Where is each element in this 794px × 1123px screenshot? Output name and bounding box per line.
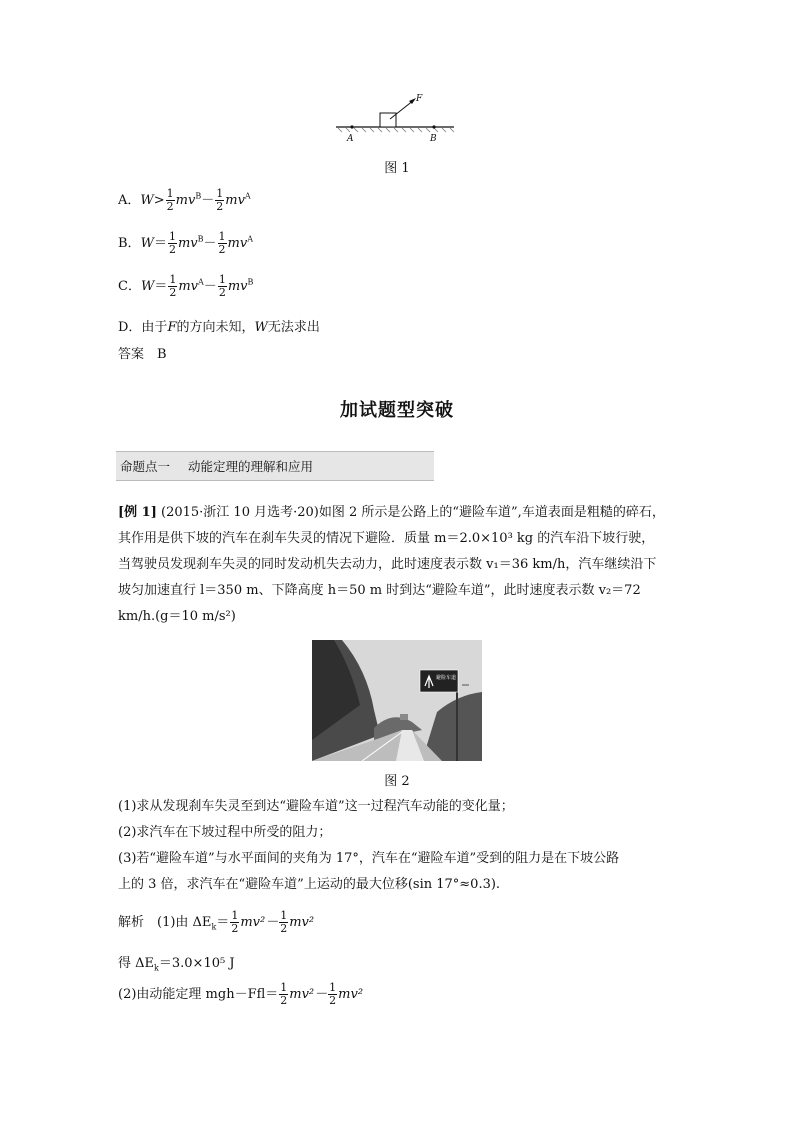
solution-prefix: 得 ΔE — [118, 956, 155, 971]
figure-1 — [330, 94, 460, 150]
var-w: W — [140, 193, 154, 208]
term-sup: A — [247, 234, 253, 244]
force-arrow — [390, 100, 414, 119]
frac-den: 2 — [168, 243, 176, 256]
fraction — [168, 274, 177, 299]
term: mv²－ — [289, 987, 328, 1002]
fraction — [166, 188, 175, 213]
term: mv² — [338, 987, 364, 1002]
var-f: F — [167, 320, 177, 335]
frac-den: 2 — [218, 286, 226, 299]
option-b-prefix: B． — [118, 236, 141, 251]
minus: － — [201, 193, 215, 208]
frac-num: 1 — [169, 273, 177, 286]
example-line-5: km/h.(g＝10 m/s²) — [118, 609, 236, 624]
option-c-prefix: C． — [118, 279, 141, 294]
force-label: F — [416, 94, 423, 104]
question-3-line-2: 上的 3 倍，求汽车在“避险车道”上运动的最大位移(sin 17°≈0.3). — [118, 877, 501, 892]
frac-num: 1 — [280, 981, 288, 994]
figure-1-caption: 图 1 — [384, 161, 410, 176]
subscript: k — [211, 922, 217, 932]
option-a-prefix: A． — [118, 193, 141, 208]
fraction — [215, 188, 224, 213]
term: mv — [225, 193, 245, 208]
relation: ＝ — [154, 279, 168, 294]
term-sup: A — [198, 277, 204, 287]
frac-den: 2 — [166, 200, 174, 213]
relation: ＝ — [153, 236, 167, 251]
relation: > — [153, 193, 165, 208]
example-tag: [例 1] — [118, 505, 157, 520]
option-b — [118, 231, 253, 256]
option-d-mid: 的方向未知， — [176, 320, 255, 335]
solution-line-1 — [118, 910, 314, 935]
fraction — [218, 231, 227, 256]
term: mv — [227, 236, 248, 251]
question-2: (2)求汽车在下坡过程中所受的阻力； — [118, 825, 332, 840]
term-sup: B — [247, 277, 254, 287]
solution-line-3 — [118, 982, 363, 1007]
minus: － — [203, 236, 217, 251]
equals: ＝ — [216, 915, 230, 930]
fraction — [230, 910, 239, 935]
frac-den: 2 — [169, 286, 177, 299]
term: mv — [227, 279, 248, 294]
example-line-4: 坡匀加速直行 l＝350 m、下降高度 h＝50 m 时到达“避险车道”，此时速度表示数 v₂＝72 — [118, 583, 641, 598]
fraction — [279, 982, 288, 1007]
example-paragraph — [118, 500, 680, 630]
term: mv — [177, 236, 198, 251]
topic-label: 命题点一 — [120, 459, 171, 474]
term-sup: B — [195, 191, 202, 201]
figure-2-photo — [312, 640, 482, 761]
example-source: (2015·浙江 10 月选考·20) — [161, 505, 319, 520]
example-line-1 — [118, 500, 680, 526]
frac-num: 1 — [166, 187, 174, 200]
var-w: W — [140, 279, 155, 294]
frac-den: 2 — [216, 200, 224, 213]
solution-line-2 — [118, 952, 235, 973]
example-line-3: 当驾驶员发现刹车失灵的同时发动机失去动力，此时速度表示数 v₁＝36 km/h，汽车继续沿下 — [118, 557, 657, 572]
solution-prefix: (2)由动能定理 mgh－Ffl＝ — [118, 987, 279, 1002]
term: mv — [178, 279, 199, 294]
frac-den: 2 — [329, 994, 337, 1007]
topic-bar — [116, 451, 434, 481]
var-w: W — [140, 236, 154, 251]
frac-den: 2 — [231, 922, 239, 935]
section-title: 加试题型突破 — [340, 400, 454, 421]
var-w: W — [254, 320, 268, 335]
frac-num: 1 — [216, 187, 224, 200]
option-a — [118, 188, 251, 213]
term: mv — [175, 193, 196, 208]
frac-num: 1 — [329, 981, 337, 994]
example-line-2: 其作用是供下坡的汽车在刹车失灵的情况下避险．质量 m＝2.0×10³ kg 的汽车沿下坡行驶， — [118, 531, 655, 546]
fraction — [328, 982, 337, 1007]
escape-lane-photo — [312, 640, 482, 761]
frac-num: 1 — [280, 909, 288, 922]
minus: － — [203, 279, 217, 294]
frac-den: 2 — [280, 994, 288, 1007]
option-d-suffix: 无法求出 — [267, 320, 320, 335]
block — [380, 113, 396, 127]
term: mv²－ — [240, 915, 279, 930]
option-c — [118, 274, 253, 299]
frac-num: 1 — [218, 273, 226, 286]
frac-num: 1 — [218, 230, 226, 243]
questions — [118, 794, 680, 898]
solution-prefix: 解析 (1)由 ΔE — [118, 915, 212, 930]
frac-num: 1 — [231, 909, 239, 922]
frac-num: 1 — [168, 230, 176, 243]
term: mv² — [289, 915, 315, 930]
subscript: k — [154, 963, 159, 973]
option-d-prefix: D．由于 — [118, 320, 168, 335]
figure-2-caption: 图 2 — [384, 774, 410, 789]
sign-text: 避险车道 — [436, 675, 457, 681]
point-b-label: B — [430, 134, 437, 144]
frac-den: 2 — [280, 922, 288, 935]
example-text: 如图 2 所示是公路上的“避险车道”,车道表面是粗糙的碎石， — [318, 505, 665, 520]
answer: 答案 B — [118, 347, 167, 362]
option-d — [118, 316, 320, 335]
fraction — [218, 274, 227, 299]
term-sup: B — [197, 234, 204, 244]
frac-den: 2 — [218, 243, 226, 256]
question-1: (1)求从发现刹车失灵至到达“避险车道”这一过程汽车动能的变化量； — [118, 799, 514, 814]
topic-text: 动能定理的理解和应用 — [188, 459, 314, 474]
point-a-label: A — [347, 134, 354, 144]
fraction — [168, 231, 177, 256]
fraction — [279, 910, 288, 935]
solution-value: ＝3.0×10⁵ J — [158, 956, 235, 971]
question-3-line-1: (3)若“避险车道”与水平面间的夹角为 17°，汽车在“避险车道”受到的阻力是在下坡公路 — [118, 851, 620, 866]
term-sup: A — [244, 191, 251, 201]
